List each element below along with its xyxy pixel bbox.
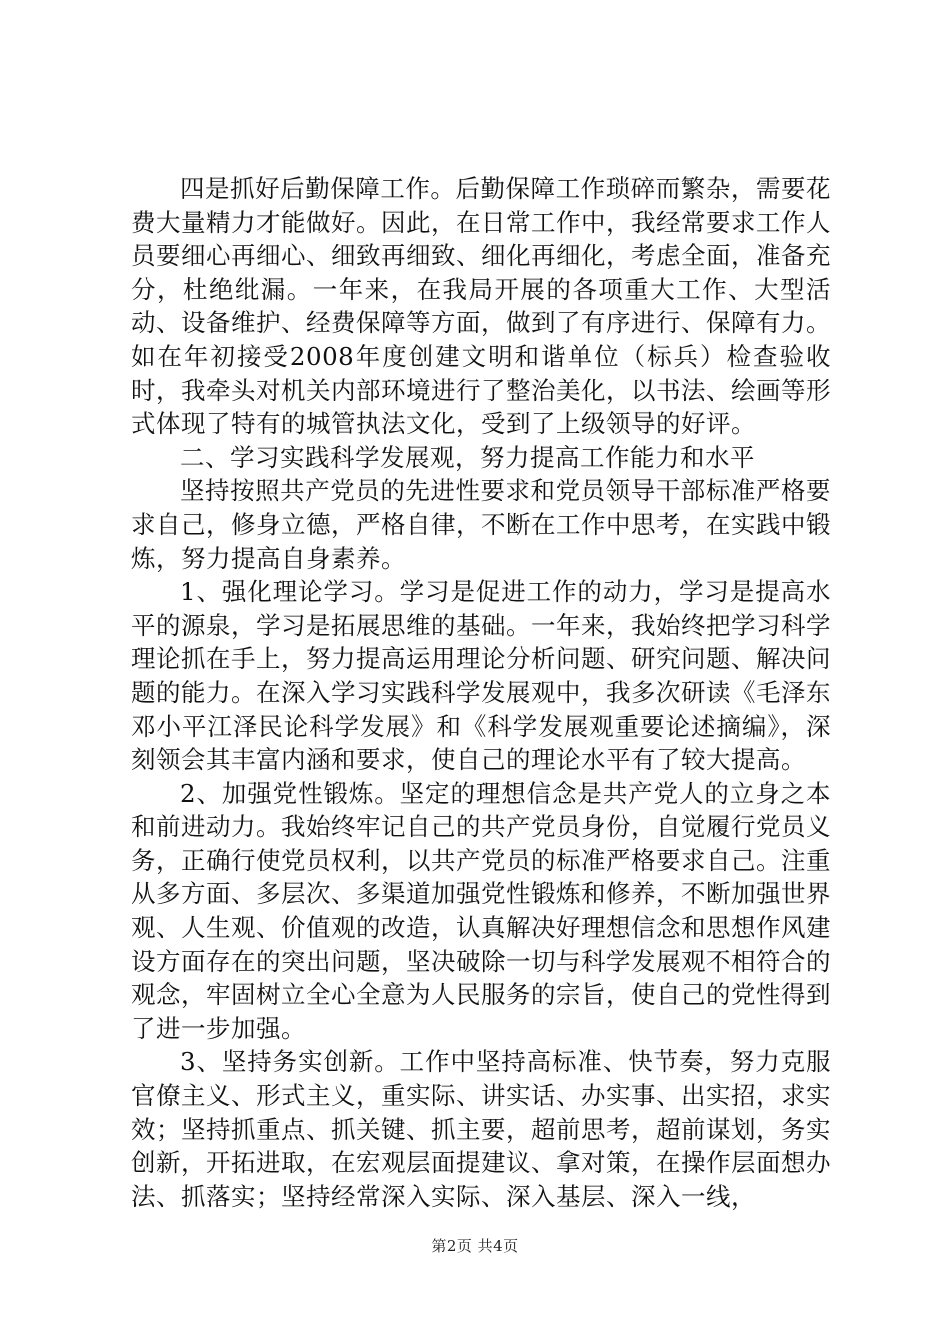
paragraph-theory-study: 1、强化理论学习。学习是促进工作的动力，学习是提高水平的源泉，学习是拓展思维的基础。一年来，我始终把学习科学理论抓在手上，努力提高运用理论分析问题、研究问题、解决问题的能力。在深入学习实践科学发展观中，我多次研读《毛泽东邓小平江泽民论科学发展》和《科学发展观重要论述摘编》，深刻领会其丰富内涵和要求，使自己的理论水平有了较大提高。 xyxy=(131,577,831,775)
paragraph-innovation: 3、坚持务实创新。工作中坚持高标准、快节奏，努力克服官僚主义、形式主义，重实际、讲实话、办实事、出实招，求实效；坚持抓重点、抓关键、抓主要，超前思考，超前谋划，务实创新，开拓进取，在宏观层面提建议、拿对策，在操作层面想办法、抓落实；坚持经常深入实际、深入基层、深入一线， xyxy=(131,1047,831,1211)
paragraph-intro: 坚持按照共产党员的先进性要求和党员领导干部标准严格要求自己，修身立德，严格自律，不断在工作中思考，在实践中锻炼，努力提高自身素养。 xyxy=(131,476,831,573)
paragraph-logistics: 四是抓好后勤保障工作。后勤保障工作琐碎而繁杂，需要花费大量精力才能做好。因此，在日常工作中，我经常要求工作人员要细心再细心、细致再细致、细化再细化，考虑全面，准备充分，杜绝纰漏。一年来，在我局开展的各项重大工作、大型活动、设备维护、经费保障等方面，做到了有序进行、保障有力。如在年初接受2008年度创建文明和谐单位（标兵）检查验收时，我牵头对机关内部环境进行了整治美化，以书法、绘画等形式体现了特有的城管执法文化，受到了上级领导的好评。 xyxy=(131,174,831,439)
document-body xyxy=(131,172,831,1213)
paragraph-party-spirit: 2、加强党性锻炼。坚定的理想信念是共产党人的立身之本和前进动力。我始终牢记自己的共产党员身份，自觉履行党员义务，正确行使党员权利，以共产党员的标准严格要求自己。注重从多方面、多层次、多渠道加强党性锻炼和修养，不断加强世界观、人生观、价值观的改造，认真解决好理想信念和思想作风建设方面存在的突出问题，坚决破除一切与科学发展观不相符合的观念，牢固树立全心全意为人民服务的宗旨，使自己的党性得到了进一步加强。 xyxy=(131,778,831,1043)
section-heading-2: 二、学习实践科学发展观，努力提高工作能力和水平 xyxy=(180,442,755,472)
page-footer: 第2页 共4页 xyxy=(431,1237,519,1255)
